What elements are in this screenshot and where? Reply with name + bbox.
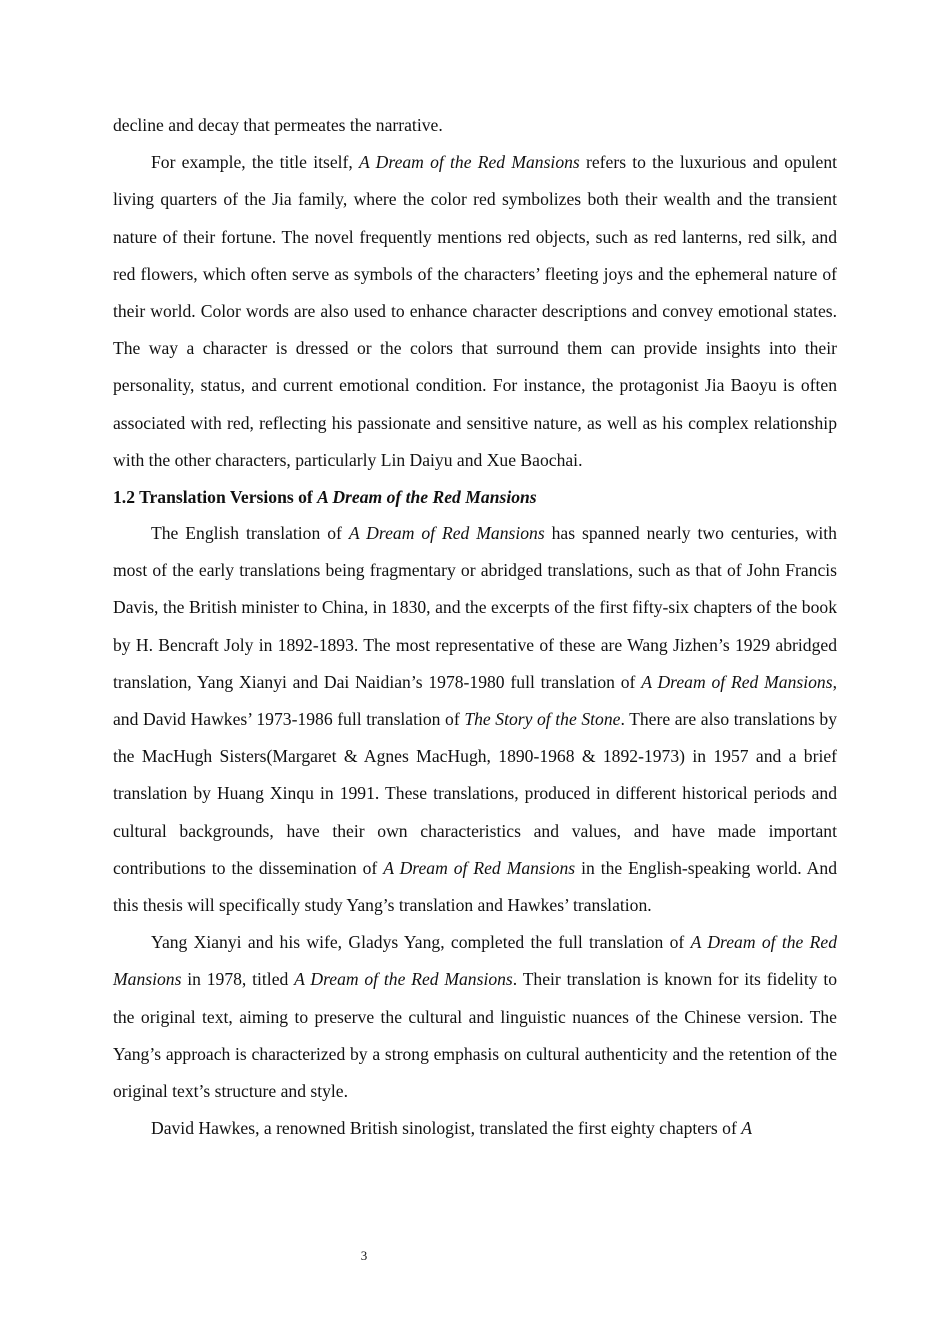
text-run: . There are also translations by the MacHugh Sisters(Margaret & Agnes MacHugh, 1890-1968 & 1892-1973) in 1957 and a brief translation by Huang Xinqu in 1991. These translations, produced in different historical periods and cultural backgrounds, have their own characteristics and values, and have made important contributions to the dissemination of (113, 709, 837, 878)
italic-title-text: A Dream of Red Mansions (641, 671, 833, 692)
italic-title-text: A Dream of Red Mansions (348, 523, 545, 544)
italic-title-text: A Dream of Red Mansions (383, 857, 576, 878)
text-run: Yang Xianyi and his wife, Gladys Yang, completed the full translation of (151, 932, 691, 953)
text-run: David Hawkes, a renowned British sinologist, translated the first eighty chapters of (151, 1118, 742, 1139)
italic-title-text: A (741, 1118, 752, 1139)
text-run: refers to the luxurious and opulent living quarters of the Jia family, where the color red symbolizes both their wealth and the transient nature of their fortune. The novel frequently mentions red objects, such as red lanterns, red silk, and red flowers, which often serve as symbols of the characters’ fleeting joys and the ephemeral nature of their world. Color words are also used to enhance character descriptions and convey emotional states. The way a character is dressed or the colors that surround them can provide insights into their personality, status, and current emotional condition. For instance, the protagonist Jia Baoyu is often associated with red, reflecting his passionate and sensitive nature, as well as his complex relationship with the other characters, particularly Lin Daiyu and Xue Baochai. (113, 152, 837, 470)
text-run: in the English-speaking world. And this thesis will specifically study Yang’s translation and Hawkes’ translation. (113, 857, 837, 916)
page-number: 3 (360, 1248, 368, 1263)
paragraph-hawkes-translation (113, 1110, 837, 1147)
paragraph-translation-history (113, 515, 837, 924)
text-run: in 1978, titled (181, 969, 295, 990)
text-run: For example, the title itself, (151, 152, 360, 173)
italic-title-text: The Story of the Stone (464, 709, 621, 730)
text-run: The English translation of (151, 523, 349, 544)
text-run: , and David Hawkes’ 1973-1986 full translation of (113, 671, 837, 730)
text-run: . Their translation is known for its fidelity to the original text, aiming to preserve the cultural and linguistic nuances of the Chinese version. The Yang’s approach is characterized by a strong emphasis on cultural authenticity and the retention of the original text’s structure and style. (113, 969, 838, 1102)
text-run: decline and decay that permeates the narrative. (113, 115, 443, 135)
paragraph-continuation (113, 107, 837, 144)
section-heading (113, 479, 837, 515)
document-body (113, 107, 837, 1147)
text-run: has spanned nearly two centuries, with most of the early translations being fragmentary or abridged translations, such as that of John Francis Davis, the British minister to China, in 1830, and the excerpts of the first fifty-six chapters of the book by H. Bencraft Joly in 1892-1893. The most representative of these are Wang Jizhen’s 1929 abridged translation, Yang Xianyi and Dai Naidian’s 1978-1980 full translation of (113, 523, 837, 692)
italic-title-text: A Dream of the Red Mansions (359, 152, 580, 173)
text-run: 1.2 Translation Versions of (113, 487, 318, 508)
italic-title-text: A Dream of the Red Mansions (317, 487, 537, 508)
paragraph-yang-translation (113, 924, 837, 1110)
italic-title-text: A Dream of the Red Mansions (113, 932, 837, 990)
italic-title-text: A Dream of the Red Mansions (294, 969, 513, 990)
paragraph-color-symbolism (113, 144, 837, 479)
